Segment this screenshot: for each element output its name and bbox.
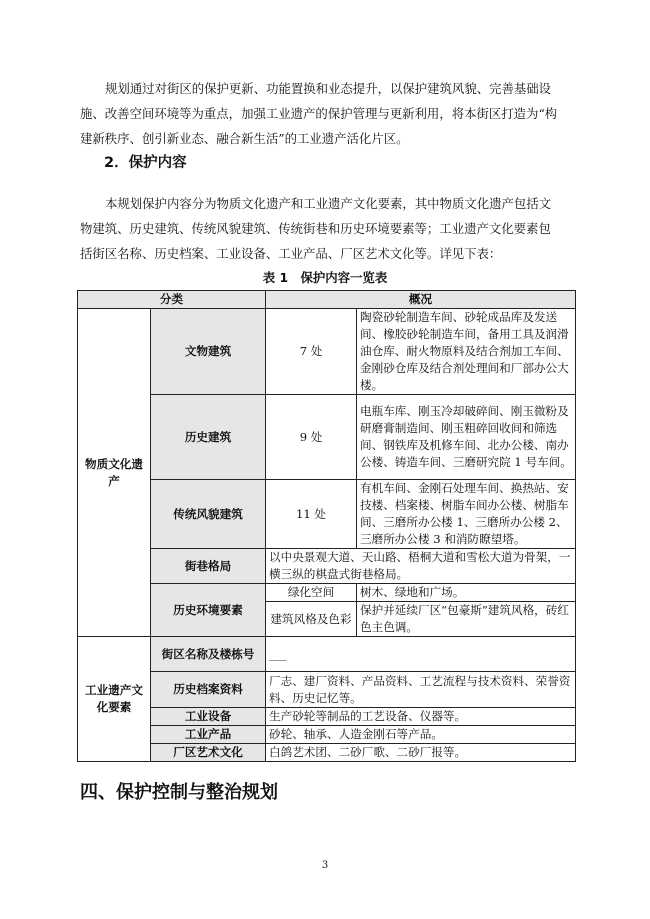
description-cell: ___ [266, 637, 576, 672]
table-row [78, 480, 576, 549]
description-cell: 电瓶车库、刚玉冷却破碎间、刚玉微粉及研磨膏制造间、刚玉粗碎回收间和筛选间、钢铁库及机修车间、北办公楼、南办公楼、铸造车间、三磨研究院 1 号车间。 [357, 395, 576, 480]
header-overview: 概况 [266, 291, 576, 309]
header-category: 分类 [78, 291, 266, 309]
intro-line: 规划通过对街区的保护更新、功能置换和业态提升，以保护建筑风貌、完善基础设 [105, 81, 552, 96]
description-cell: 厂志、建厂资料、产品资料、工艺流程与技术资料、荣誉资料、历史记忆等。 [266, 672, 576, 708]
description-cell: 白鸽艺术团、二砂厂歌、二砂厂报等。 [266, 744, 576, 762]
table-row [78, 672, 576, 708]
count-cell: 9 处 [266, 395, 357, 480]
category-material-heritage: 物质文化遗产 [78, 309, 151, 637]
subcategory-district-names: 街区名称及楼栋号 [151, 637, 266, 672]
protection-line: 本规划保护内容分为物质文化遗产和工业遗产文化要素，其中物质文化遗产包括文 [105, 196, 552, 211]
intro-line: 施、改善空间环境等为重点，加强工业遗产的保护管理与更新利用，将本街区打造为“构 [80, 106, 558, 121]
count-cell: 11 处 [266, 480, 357, 549]
section-heading-protection-content: 2．保护内容 [104, 155, 187, 171]
count-cell: 7 处 [266, 309, 357, 395]
description-cell: 以中央景观大道、天山路、梧桐大道和雪松大道为骨架，一横三纵的棋盘式街巷格局。 [266, 549, 576, 584]
table-row [78, 637, 576, 672]
element-value-cell: 保护并延续厂区“包豪斯”建筑风格，砖红色主色调。 [357, 602, 576, 637]
subcategory-industrial-products: 工业产品 [151, 726, 266, 744]
table-row [78, 708, 576, 726]
intro-line: 建新秩序、创引新业态、融合新生活”的工业遗产活化片区。 [80, 131, 409, 146]
protection-line: 括街区名称、历史档案、工业设备、工业产品、厂区艺术文化等。详见下表： [80, 246, 502, 261]
section-heading-control-planning: 四、保护控制与整治规划 [80, 782, 278, 803]
element-key-cell: 绿化空间 [266, 584, 357, 602]
table-row [78, 584, 576, 602]
category-industrial-heritage: 工业遗产文化要素 [78, 637, 151, 762]
description-cell: 陶瓷砂轮制造车间、砂轮成品库及发送间、橡胶砂轮制造车间，备用工具及润滑油仓库、耐火物原料及结合剂加工车间、金刚砂仓库及结合剂处理间和厂部办公大楼。 [357, 309, 576, 395]
table-row [78, 744, 576, 762]
subcategory-historic-archives: 历史档案资料 [151, 672, 266, 708]
protection-content-table [77, 290, 576, 762]
subcategory-industrial-equipment: 工业设备 [151, 708, 266, 726]
description-cell: 砂轮、轴承、人造金刚石等产品。 [266, 726, 576, 744]
description-cell: 生产砂轮等制品的工艺设备、仪器等。 [266, 708, 576, 726]
protection-line: 物建筑、历史建筑、传统风貌建筑、传统街巷和历史环境要素等；工业遗产文化要素包 [80, 221, 551, 236]
subcategory-factory-art-culture: 厂区艺术文化 [151, 744, 266, 762]
subcategory-street-pattern: 街巷格局 [151, 549, 266, 584]
table-row [78, 395, 576, 480]
page-number: 3 [321, 860, 329, 871]
element-key-cell: 建筑风格及色彩 [266, 602, 357, 637]
description-cell: 有机车间、金刚石处理车间、换热站、安技楼、档案楼、树脂车间办公楼、树脂车间、三磨所办公楼 1、三磨所办公楼 2、三磨所办公楼 3 和消防瞭望塔。 [357, 480, 576, 549]
subcategory-historic-environment: 历史环境要素 [151, 584, 266, 637]
table-row [78, 726, 576, 744]
subcategory-cultural-relic-buildings: 文物建筑 [151, 309, 266, 395]
subcategory-historic-buildings: 历史建筑 [151, 395, 266, 480]
table-row [78, 309, 576, 395]
table-caption: 表 1 保护内容一览表 [262, 270, 388, 285]
table-header-row [78, 291, 576, 309]
subcategory-traditional-style-buildings: 传统风貌建筑 [151, 480, 266, 549]
table-row [78, 549, 576, 584]
protection-content-paragraph [80, 191, 576, 266]
element-value-cell: 树木、绿地和广场。 [357, 584, 576, 602]
intro-paragraph [80, 76, 576, 151]
